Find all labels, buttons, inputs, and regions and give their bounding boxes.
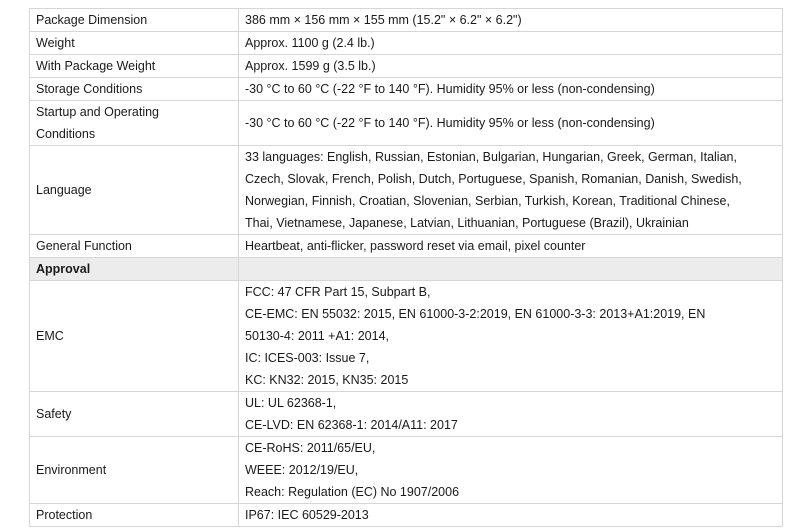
- section-title: Approval: [30, 258, 239, 281]
- spec-row: [30, 9, 783, 32]
- spec-table-body: [30, 9, 783, 527]
- spec-row: [30, 235, 783, 258]
- spec-row: [30, 101, 783, 146]
- spec-value: UL: UL 62368-1, CE-LVD: EN 62368-1: 2014/A11: 2017: [239, 392, 783, 437]
- spec-label: EMC: [30, 281, 239, 392]
- spec-value: 33 languages: English, Russian, Estonian, Bulgarian, Hungarian, Greek, German, Italian, Czech, Slovak, French, Polish, Dutch, Portuguese, Spanish, Romanian, Danish, Swedish, Norwegian, Finnish, Croatian, Slovenian, Serbian, Turkish, Korean, Traditional Chinese, Thai, Vietnamese, Japanese, Latvian, Lithuanian, Portuguese (Brazil), Ukrainian: [239, 146, 783, 235]
- spec-label: Startup and Operating Conditions: [30, 101, 239, 146]
- spec-value: Heartbeat, anti-flicker, password reset via email, pixel counter: [239, 235, 783, 258]
- spec-value: FCC: 47 CFR Part 15, Subpart B, CE-EMC: EN 55032: 2015, EN 61000-3-2:2019, EN 61000-3-3: 2013+A1:2019, EN 50130-4: 2011 +A1: 2014, IC: ICES-003: Issue 7, KC: KN32: 2015, KN35: 2015: [239, 281, 783, 392]
- spec-row: [30, 55, 783, 78]
- section-header-row: [30, 258, 783, 281]
- section-filler: [239, 258, 783, 281]
- spec-row: [30, 504, 783, 527]
- spec-row: [30, 32, 783, 55]
- spec-value: -30 °C to 60 °C (-22 °F to 140 °F). Humidity 95% or less (non-condensing): [239, 101, 783, 146]
- spec-value: 386 mm × 156 mm × 155 mm (15.2" × 6.2" × 6.2"): [239, 9, 783, 32]
- spec-label: Weight: [30, 32, 239, 55]
- spec-label: With Package Weight: [30, 55, 239, 78]
- spec-label: General Function: [30, 235, 239, 258]
- spec-row: [30, 437, 783, 504]
- spec-label: Protection: [30, 504, 239, 527]
- spec-label: Safety: [30, 392, 239, 437]
- spec-value: Approx. 1599 g (3.5 lb.): [239, 55, 783, 78]
- spec-label: Storage Conditions: [30, 78, 239, 101]
- spec-table: [29, 8, 783, 527]
- spec-value: -30 °C to 60 °C (-22 °F to 140 °F). Humidity 95% or less (non-condensing): [239, 78, 783, 101]
- spec-label: Language: [30, 146, 239, 235]
- spec-value: Approx. 1100 g (2.4 lb.): [239, 32, 783, 55]
- spec-row: [30, 281, 783, 392]
- spec-row: [30, 78, 783, 101]
- spec-row: [30, 146, 783, 235]
- spec-row: [30, 392, 783, 437]
- spec-label: Environment: [30, 437, 239, 504]
- spec-value: IP67: IEC 60529-2013: [239, 504, 783, 527]
- spec-value: CE-RoHS: 2011/65/EU, WEEE: 2012/19/EU, Reach: Regulation (EC) No 1907/2006: [239, 437, 783, 504]
- spec-label: Package Dimension: [30, 9, 239, 32]
